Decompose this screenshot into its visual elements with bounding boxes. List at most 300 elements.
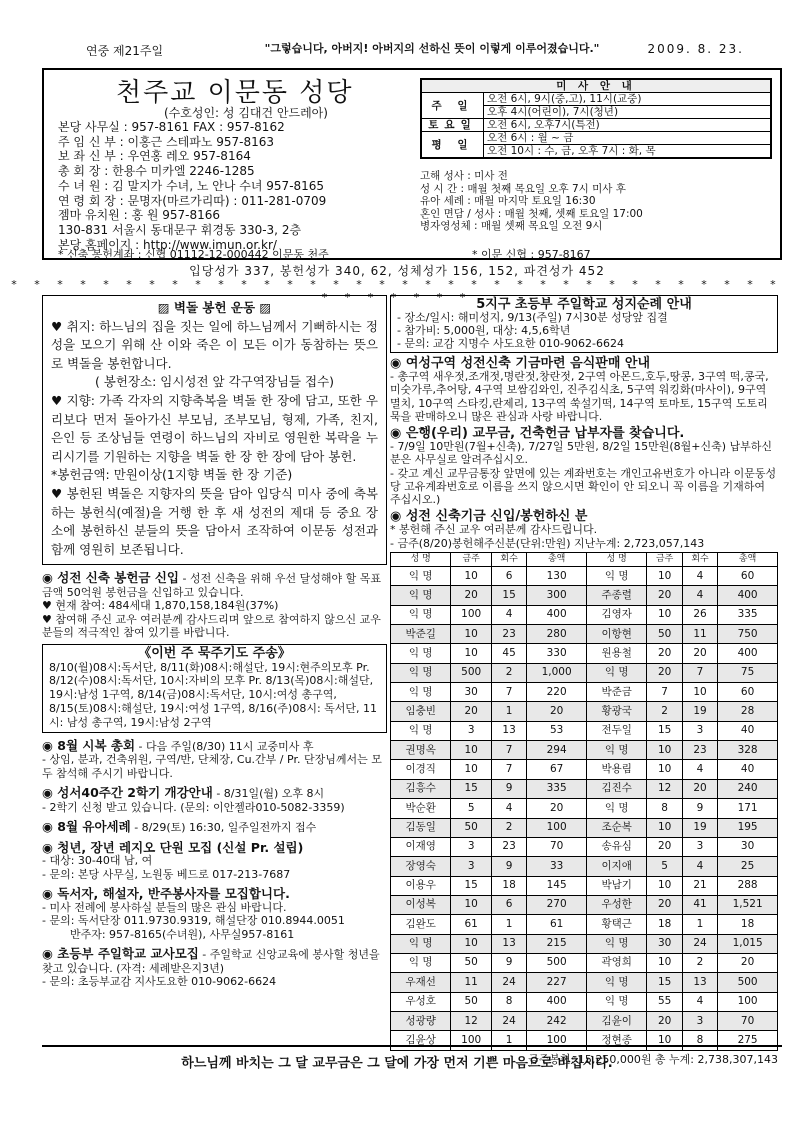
top-bar <box>36 42 764 68</box>
notice-text: - 주일학교 신앙교육에 봉사할 청년을 찾고 있습니다. (자격: 세례받은지3년) <box>42 948 380 975</box>
patron-saint: (수호성인: 성 김대건 안드레아) <box>164 106 328 120</box>
table-cell: 황광국 <box>587 702 647 721</box>
notice-line: ♥ 현재 참여: 484세대 1,870,158,184원(37%) <box>42 599 279 613</box>
notice-title: ◉ 여성구역 성전신축 기금마련 음식판매 안내 <box>390 356 651 371</box>
sacrament-line: 성 시 간 : 매월 첫째 목요일 오후 7시 미사 후 <box>420 182 626 195</box>
location-text: ( 봉헌장소: 임시성전 앞 각구역장님들 접수) <box>94 374 335 390</box>
notice-line: - 문의: 독서단장 011.9730.9319, 해설단장 010.8944.0051 <box>42 914 345 928</box>
table-cell: 9 <box>491 779 526 798</box>
table-cell: 7 <box>491 760 526 779</box>
table-row <box>391 605 778 624</box>
table-cell: 10 <box>682 683 717 702</box>
notice-legio <box>42 841 387 882</box>
table-cell: 10 <box>451 760 491 779</box>
table-cell: 익 명 <box>391 586 451 605</box>
table-cell: 21 <box>682 876 717 895</box>
table-cell: 7 <box>491 683 526 702</box>
table-cell: 1 <box>491 702 526 721</box>
table-cell: 15 <box>451 876 491 895</box>
table-cell: 335 <box>718 605 778 624</box>
table-row <box>391 625 778 644</box>
table-cell: 김흥수 <box>391 779 451 798</box>
table-cell: 60 <box>718 567 778 586</box>
table-cell: 10 <box>451 567 491 586</box>
table-cell: 1,521 <box>718 895 778 914</box>
table-cell: 2 <box>682 953 717 972</box>
table-row <box>391 857 778 876</box>
table-cell: 이지애 <box>587 857 647 876</box>
parish-title: 천주교 이문동 성당 <box>116 78 354 108</box>
notice-volunteers <box>42 887 387 941</box>
table-cell: 20 <box>451 586 491 605</box>
notice-text: - 성전 신축을 위해 우선 달성해야 할 목표금액 50억원 봉헌금을 신입하고 있습니다. <box>42 572 381 599</box>
table-row <box>391 760 778 779</box>
table-cell: 10 <box>647 741 682 760</box>
purpose-text: ♥ 취지: 하느님의 집을 짓는 일에 하느님께서 기뻐하시는 정성을 모으기 위해 산 이와 죽은 이 모든 이가 동참하는 뜻으로 벽돌을 봉헌합니다. <box>51 318 378 371</box>
table-cell: 1 <box>491 915 526 934</box>
table-row <box>391 934 778 953</box>
table-cell: 20 <box>682 644 717 663</box>
table-cell: 10 <box>451 741 491 760</box>
table-cell: 10 <box>451 934 491 953</box>
table-cell: 10 <box>647 876 682 895</box>
table-cell: 7 <box>682 663 717 682</box>
table-cell: 500 <box>527 953 587 972</box>
table-cell: 45 <box>491 644 526 663</box>
table-cell: 12 <box>451 1011 491 1030</box>
table-cell: 4 <box>491 799 526 818</box>
notice-teachers <box>42 947 387 989</box>
sacrament-line: 병자영성체 : 매월 셋째 목요일 오전 9시 <box>420 220 603 233</box>
contact-line: 보 좌 신 부 : 우연홍 레오 957-8164 <box>58 149 251 164</box>
table-cell: 김윤상 <box>391 1031 451 1050</box>
table-cell: 김진수 <box>587 779 647 798</box>
table-cell: 김윤이 <box>587 1011 647 1030</box>
table-row <box>391 992 778 1011</box>
table-cell: 288 <box>718 876 778 895</box>
table-cell: 익 명 <box>587 663 647 682</box>
table-cell: 19 <box>682 818 717 837</box>
table-cell: 3 <box>451 857 491 876</box>
table-cell: 20 <box>451 702 491 721</box>
table-cell: 1 <box>682 915 717 934</box>
notice-line: - 7/9일 10만원(7월+신축), 7/27일 5만원, 8/2일 15만원(8월+신축) 납부하신 분은 사무실로 알려주십시오. <box>390 440 773 467</box>
table-cell: 400 <box>718 586 778 605</box>
table-row <box>391 663 778 682</box>
notice-line: - 미사 전례에 봉사하실 분들의 많은 관심 바랍니다. <box>42 900 287 914</box>
table-cell: 3 <box>451 721 491 740</box>
table-cell: 15 <box>491 586 526 605</box>
closing-message: 하느님께 바치는 그 달 교무금은 그 달에 가장 먼저 기쁜 마음으로 바칩시다. <box>181 1056 613 1071</box>
address-line: 130-831 서울시 동대문구 휘경동 330-3, 2층 <box>58 222 302 237</box>
gospel-quote: "그렇습니다, 아버지! 아버지의 선하신 뜻이 이렇게 이루어졌습니다." <box>264 42 600 55</box>
table-cell: 70 <box>718 1011 778 1030</box>
table-cell: 10 <box>451 625 491 644</box>
table-cell: 55 <box>647 992 682 1011</box>
contact-line: 본당 사무실 : 957-8161 FAX : 957-8162 <box>58 120 285 134</box>
mass-time: 오전 10시 : 수, 금, 오후 7시 : 화, 목 <box>484 145 771 158</box>
mass-day-label: 주 일 <box>422 93 484 119</box>
table-cell: 장영숙 <box>391 857 451 876</box>
table-cell: 박준금 <box>587 683 647 702</box>
contact-line: 주 임 신 부 : 이홍근 스테파노 957-8163 <box>58 134 275 149</box>
table-cell: 25 <box>718 857 778 876</box>
contact-list <box>58 120 326 252</box>
table-cell: 50 <box>647 625 682 644</box>
table-cell: 익 명 <box>391 953 451 972</box>
table-cell: 100 <box>527 818 587 837</box>
notice-text: - 8/31일(월) 오후 8시 <box>216 787 325 801</box>
table-cell: 익 명 <box>391 663 451 682</box>
table-cell: 15 <box>647 721 682 740</box>
donation-table <box>390 552 778 1051</box>
mass-day-label: 평 일 <box>422 132 484 158</box>
contact-line: 연 령 회 장 : 문명자(마르가리따) : 011-281-0709 <box>58 193 327 208</box>
star-divider: * * * * * * * * * * * * * * * * * * * * * * * * * * * * * * * * * * * * * * * * * <box>11 278 783 304</box>
table-row <box>391 567 778 586</box>
table-cell: 20 <box>718 953 778 972</box>
pilgrimage-line: - 장소/일시: 해미성지, 9/13(주일) 7시30분 성당앞 집결 <box>397 311 668 324</box>
hymn-numbers: 입당성가 337, 봉헌성가 340, 62, 성체성가 156, 152, 파견성가 452 <box>189 264 605 278</box>
table-cell: 13 <box>491 721 526 740</box>
table-cell: 박용림 <box>587 760 647 779</box>
table-cell: 4 <box>682 992 717 1011</box>
table-row <box>391 779 778 798</box>
table-cell: 10 <box>647 1031 682 1050</box>
table-cell: 100 <box>451 1031 491 1050</box>
table-cell: 주종렬 <box>587 586 647 605</box>
table-header: 회수 <box>682 552 717 566</box>
parish-header-box <box>42 68 782 260</box>
table-cell: 5 <box>451 799 491 818</box>
table-cell: 20 <box>527 799 587 818</box>
table-cell: 20 <box>647 837 682 856</box>
table-cell: 전두일 <box>587 721 647 740</box>
table-cell: 328 <box>718 741 778 760</box>
table-cell: 300 <box>527 586 587 605</box>
table-cell: 우성호 <box>391 992 451 1011</box>
table-cell: 1 <box>491 1031 526 1050</box>
table-cell: 3 <box>451 837 491 856</box>
table-cell: 조순복 <box>587 818 647 837</box>
table-cell: 33 <box>527 857 587 876</box>
table-cell: 24 <box>491 973 526 992</box>
table-cell: 275 <box>718 1031 778 1050</box>
table-cell: 30 <box>451 683 491 702</box>
notice-line: - 갖고 계신 교무금통장 앞면에 있는 계좌번호는 개인고유번호가 아니라 이문동성당 고유계좌번호로 이름을 쓰지 않으시면 확인이 안 되오니 꼭 이름을 기재하여 주십시오.) <box>390 466 777 507</box>
rosary-schedule-box <box>42 644 387 733</box>
table-cell: 2 <box>491 818 526 837</box>
pilgrimage-line: - 문의: 교감 지명수 사도요한 010-9062-6624 <box>397 337 624 350</box>
table-cell: 원용철 <box>587 644 647 663</box>
table-cell: 2 <box>647 702 682 721</box>
credit-union-phone: * 이문 신협 : 957-8167 <box>472 248 591 261</box>
table-cell: 11 <box>682 625 717 644</box>
donation-total: 금주봉헌: 15,250,000원 총 누계: 2,738,307,143 <box>528 1052 778 1066</box>
preservation-text: ♥ 봉헌된 벽돌은 지향자의 뜻을 담아 입당식 미사 중에 축복하는 봉헌식(예절)을 거행 한 후 새 성전의 제대 등 중요 장소에 봉헌하신 분들의 뜻을 담아서 조작하여 이문동 성전과 함께 영원히 보존됩니다. <box>51 485 378 557</box>
table-cell: 294 <box>527 741 587 760</box>
notice-line: - 문의: 초등부교감 지사도요한 010-9062-6624 <box>42 975 277 989</box>
table-cell: 13 <box>491 934 526 953</box>
table-cell: 박남기 <box>587 876 647 895</box>
notice-pledge <box>42 571 387 640</box>
sacrament-line: 유아 세례 : 매월 마지막 토요일 16:30 <box>420 195 596 208</box>
table-cell: 40 <box>718 721 778 740</box>
table-cell: 20 <box>647 1011 682 1030</box>
table-row <box>391 837 778 856</box>
sacrament-schedule <box>420 170 772 233</box>
notice-line: - 문의: 본당 사무실, 노원동 베드로 017-213-7687 <box>42 867 291 881</box>
table-cell: 50 <box>451 953 491 972</box>
table-cell: 280 <box>527 625 587 644</box>
table-cell: 23 <box>491 625 526 644</box>
table-row <box>391 895 778 914</box>
brick-campaign-title: ▨ 벽돌 봉헌 운동 ▨ <box>157 300 272 315</box>
table-header: 총액 <box>718 552 778 566</box>
table-cell: 24 <box>491 1011 526 1030</box>
pilgrimage-box <box>390 295 778 353</box>
table-cell: 이재영 <box>391 837 451 856</box>
table-cell: 3 <box>682 1011 717 1030</box>
table-cell: 김완도 <box>391 915 451 934</box>
table-header: 성 명 <box>587 552 647 566</box>
table-cell: 익 명 <box>587 567 647 586</box>
table-cell: 335 <box>527 779 587 798</box>
notice-line: 반주자: 957-8165(수녀원), 사무실957-8161 <box>42 927 295 941</box>
notice-title: ◉ 8월 유아세례 <box>42 819 131 835</box>
table-row <box>391 953 778 972</box>
table-cell: 익 명 <box>391 721 451 740</box>
table-cell: 8 <box>491 992 526 1011</box>
table-cell: 권명옥 <box>391 741 451 760</box>
notice-infant-baptism <box>42 820 387 835</box>
table-cell: 500 <box>718 973 778 992</box>
table-cell: 19 <box>682 702 717 721</box>
table-cell: 195 <box>718 818 778 837</box>
bulletin-date: 2009. 8. 23. <box>647 42 744 56</box>
table-cell: 227 <box>527 973 587 992</box>
table-cell: 400 <box>718 644 778 663</box>
table-cell: 30 <box>718 837 778 856</box>
table-cell: 김영자 <box>587 605 647 624</box>
sacrament-line: 고해 성사 : 미사 전 <box>420 170 508 182</box>
table-cell: 30 <box>647 934 682 953</box>
table-cell: 10 <box>451 895 491 914</box>
table-cell: 20 <box>527 702 587 721</box>
table-cell: 7 <box>491 741 526 760</box>
pilgrimage-title: 5지구 초등부 주일학교 성지순례 안내 <box>476 297 692 312</box>
table-cell: 50 <box>451 818 491 837</box>
intention-text: ♥ 지향: 가족 각자의 지향축복을 벽돌 한 장에 담고, 또한 우리보다 먼저 돌아가신 부모님, 조부모님, 형제, 가족, 친지, 은인 등 조상님들 연령이 하느님의 자비로 영원한 복락을 누리시기를 기원하는 지향을 벽돌 한 장 한 장에 담아 봉헌. <box>51 392 378 464</box>
rosary-title: 《이번 주 묵주기도 주송》 <box>138 645 291 661</box>
table-cell: 이경직 <box>391 760 451 779</box>
liturgical-week: 연중 제21주일 <box>86 44 164 58</box>
contact-line: 수 녀 원 : 김 말지가 수녀, 노 안나 수녀 957-8165 <box>58 178 325 193</box>
table-cell: 4 <box>682 567 717 586</box>
table-cell: 우재선 <box>391 973 451 992</box>
table-cell: 1,015 <box>718 934 778 953</box>
mass-schedule-title: 미 사 안 내 <box>422 80 771 93</box>
table-header: 금주 <box>451 552 491 566</box>
table-row <box>391 586 778 605</box>
notice-bible-study <box>42 786 387 814</box>
table-cell: 20 <box>682 779 717 798</box>
table-cell: 242 <box>527 1011 587 1030</box>
table-header: 회수 <box>491 552 526 566</box>
table-cell: 41 <box>682 895 717 914</box>
table-cell: 330 <box>527 644 587 663</box>
table-cell: 20 <box>647 644 682 663</box>
notice-line: - 총구역 새우젓,조개젓,명란젓,창란젓, 2구역 아몬드,호두,땅콩, 3구역 떡,콩국,미숫가루,추어탕, 4구역 보쌈김와인, 진주김식초, 5구역 워킹화(마사이), 9구역 멸치, 10구역 스타킹,란제리, 13구역 쑥설기떡, 14구역 토마토, 15구역 도토리묵을 판매하오니 많은 관심과 사랑 바랍니다. <box>390 370 769 423</box>
table-cell: 40 <box>718 760 778 779</box>
table-cell: 400 <box>527 605 587 624</box>
table-row <box>391 1031 778 1050</box>
notice-line: ♥ 참여해 주신 교우 여러분께 감사드리며 앞으로 참여하지 않으신 교우 분들의 적극적인 참여 있기를 바랍니다. <box>42 612 381 640</box>
table-cell: 이성복 <box>391 895 451 914</box>
table-row <box>391 973 778 992</box>
notice-line: - 대상: 30-40대 남, 여 <box>42 854 153 868</box>
table-cell: 23 <box>682 741 717 760</box>
table-cell: 240 <box>718 779 778 798</box>
pilgrimage-line: - 참가비: 5,000원, 대상: 4,5,6학년 <box>397 324 571 337</box>
table-header: 총액 <box>527 552 587 566</box>
rosary-text: 8/10(월)08시:독서단, 8/11(화)08시:해설단, 19시:현주의모후 Pr. 8/12(수)08시:독서단, 10시:자비의 모후 Pr. 8/13(목)08시:해설단, 19시:남성 1구역, 8/14(금)08시:독서단, 10시:여성 총구역, 8/15(토)08시:해설단, 19시:여성 1구역, 8/16(주)08시: 독서단, 11시: 남성 총구역, 19시:남성 2구역 <box>49 660 378 729</box>
table-row <box>391 683 778 702</box>
table-cell: 60 <box>718 683 778 702</box>
table-cell: 215 <box>527 934 587 953</box>
table-cell: 75 <box>718 663 778 682</box>
table-cell: 10 <box>647 605 682 624</box>
table-cell: 4 <box>682 586 717 605</box>
table-cell: 28 <box>718 702 778 721</box>
table-cell: 10 <box>647 953 682 972</box>
table-row <box>391 915 778 934</box>
table-cell: 2 <box>491 663 526 682</box>
mass-time: 오후 4시(어린이), 7시(청년) <box>484 106 771 119</box>
table-cell: 이항현 <box>587 625 647 644</box>
table-cell: 익 명 <box>587 973 647 992</box>
table-cell: 10 <box>647 760 682 779</box>
table-cell: 익 명 <box>391 605 451 624</box>
table-cell: 10 <box>647 567 682 586</box>
table-cell: 6 <box>491 895 526 914</box>
table-cell: 20 <box>647 895 682 914</box>
mass-time: 오전 6시 : 월 ~ 금 <box>484 132 771 145</box>
table-cell: 성광량 <box>391 1011 451 1030</box>
table-cell: 18 <box>647 915 682 934</box>
table-cell: 박준길 <box>391 625 451 644</box>
table-cell: 10 <box>451 644 491 663</box>
table-cell: 11 <box>451 973 491 992</box>
table-row <box>391 876 778 895</box>
table-cell: 정현종 <box>587 1031 647 1050</box>
table-cell: 임충빈 <box>391 702 451 721</box>
brick-campaign-box <box>42 295 387 565</box>
table-cell: 15 <box>451 779 491 798</box>
table-cell: 우성한 <box>587 895 647 914</box>
mass-time: 오전 6시, 9시(중,고), 11시(교중) <box>484 93 771 106</box>
donation-thanks: * 봉헌해 주신 교우 여러분께 감사드립니다. <box>390 523 598 537</box>
table-cell: 500 <box>451 663 491 682</box>
table-cell: 67 <box>527 760 587 779</box>
table-cell: 익 명 <box>587 992 647 1011</box>
table-cell: 130 <box>527 567 587 586</box>
table-cell: 김동일 <box>391 818 451 837</box>
table-cell: 26 <box>682 605 717 624</box>
table-cell: 12 <box>647 779 682 798</box>
table-cell: 50 <box>451 992 491 1011</box>
notice-text: - 8/29(토) 16:30, 일주일전까지 접수 <box>134 821 317 835</box>
table-cell: 20 <box>647 586 682 605</box>
table-row <box>391 721 778 740</box>
mass-day-label: 토요일 <box>422 119 484 132</box>
table-cell: 익 명 <box>587 799 647 818</box>
table-cell: 70 <box>527 837 587 856</box>
table-cell: 100 <box>451 605 491 624</box>
homepage-link[interactable]: 본당 홈페이지 : http://www.imun.or.kr/ <box>58 237 277 252</box>
table-row <box>391 644 778 663</box>
mass-schedule <box>420 78 772 159</box>
table-cell: 이용우 <box>391 876 451 895</box>
table-cell: 18 <box>491 876 526 895</box>
contact-line: 젬마 유치원 : 홍 원 957-8166 <box>58 208 221 223</box>
table-cell: 4 <box>682 857 717 876</box>
table-cell: 100 <box>527 1031 587 1050</box>
table-row <box>391 799 778 818</box>
table-header: 성 명 <box>391 552 451 566</box>
mass-time: 오전 6시, 오후7시(특전) <box>484 119 771 132</box>
notice-bank-payers <box>390 427 778 506</box>
table-cell: 61 <box>451 915 491 934</box>
table-cell: 8 <box>647 799 682 818</box>
notice-title: ◉ 성전 신축 봉헌금 신입 <box>42 570 179 586</box>
table-header: 금주 <box>647 552 682 566</box>
table-cell: 1,000 <box>527 663 587 682</box>
table-row <box>391 702 778 721</box>
table-cell: 53 <box>527 721 587 740</box>
table-cell: 5 <box>647 857 682 876</box>
table-cell: 익 명 <box>587 741 647 760</box>
notice-assembly <box>42 739 387 781</box>
table-cell: 8 <box>682 1031 717 1050</box>
table-cell: 20 <box>647 663 682 682</box>
table-cell: 220 <box>527 683 587 702</box>
notice-line: - 상임, 분과, 건축위원, 구역/반, 단체장, Cu.간부 / Pr. 단장님께서는 모두 참석해 주시기 바랍니다. <box>42 753 382 780</box>
table-cell: 익 명 <box>391 934 451 953</box>
table-cell: 3 <box>682 837 717 856</box>
table-cell: 400 <box>527 992 587 1011</box>
table-row <box>391 741 778 760</box>
sacrament-line: 혼인 면담 / 성사 : 매월 첫째, 셋째 토요일 17:00 <box>420 207 643 220</box>
table-cell: 송유심 <box>587 837 647 856</box>
table-cell: 18 <box>718 915 778 934</box>
notice-title: ◉ 은행(우리) 교무금, 건축헌금 납부자를 찾습니다. <box>390 426 685 442</box>
donation-section <box>390 510 778 1066</box>
table-cell: 4 <box>491 605 526 624</box>
footer-divider <box>42 1045 782 1047</box>
building-account: * 신축 봉헌계좌 : 신협 01112-12-000442 이문동 천주 <box>58 248 329 261</box>
notice-title: ◉ 8월 시복 총회 <box>42 737 136 753</box>
table-cell: 10 <box>647 818 682 837</box>
table-cell: 9 <box>491 857 526 876</box>
table-cell: 100 <box>718 992 778 1011</box>
table-cell: 15 <box>647 973 682 992</box>
table-cell: 23 <box>491 837 526 856</box>
table-cell: 750 <box>718 625 778 644</box>
table-row <box>391 818 778 837</box>
table-cell: 익 명 <box>391 644 451 663</box>
notice-title: ◉ 독서자, 해설자, 반주봉사자를 모집합니다. <box>42 886 290 902</box>
